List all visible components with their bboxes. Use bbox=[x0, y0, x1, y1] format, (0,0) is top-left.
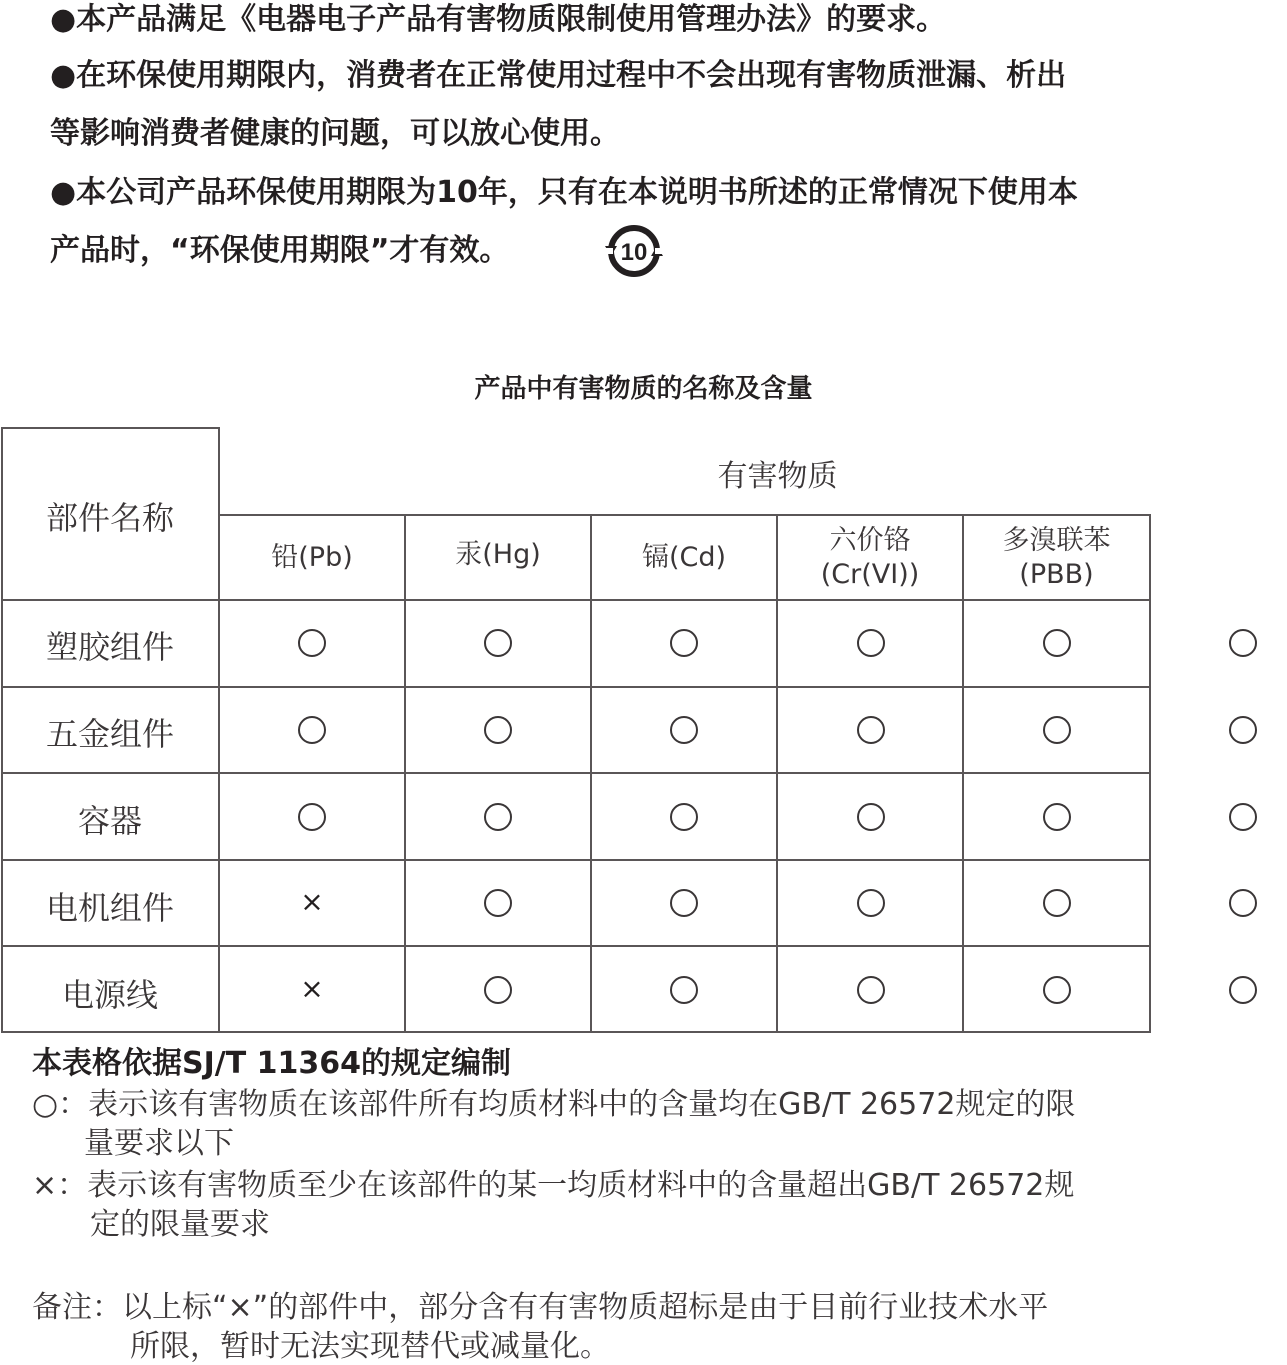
intro-bullet-3-line2: 产品时，“环保使用期限”才有效。 bbox=[50, 233, 510, 268]
legend-cross-line2: 定的限量要求 bbox=[90, 1207, 270, 1242]
circle-mark bbox=[670, 976, 698, 1004]
circle-mark bbox=[298, 716, 326, 744]
column-header-pbb: 多溴联苯 (PBB) bbox=[1002, 525, 1111, 590]
row-label-motor: 电机组件 bbox=[45, 889, 174, 927]
legend-cross-line1: ×：表示该有害物质至少在该部件的某一均质材料中的含量超出GB/T 26572规 bbox=[32, 1168, 1075, 1203]
intro-bullet-3-line1: ●本公司产品环保使用期限为10年，只有在本说明书所述的正常情况下使用本 bbox=[50, 175, 1078, 210]
remark-line2: 所限，暂时无法实现替代或减量化。 bbox=[130, 1329, 610, 1364]
column-header-pb: 铅(Pb) bbox=[271, 542, 353, 573]
intro-bullet-2-line2: 等影响消费者健康的问题，可以放心使用。 bbox=[50, 116, 620, 151]
circle-mark bbox=[484, 976, 512, 1004]
circle-mark bbox=[857, 629, 885, 657]
circle-mark bbox=[1229, 716, 1257, 744]
intro-bullet-1: ●本产品满足《电器电子产品有害物质限制使用管理办法》的要求。 bbox=[50, 2, 947, 37]
circle-mark bbox=[1043, 803, 1071, 831]
circle-mark bbox=[484, 889, 512, 917]
column-header-cr6: 六价铬 (Cr(VI)) bbox=[820, 525, 920, 590]
circle-mark bbox=[298, 629, 326, 657]
circle-mark bbox=[1043, 629, 1071, 657]
circle-mark bbox=[857, 976, 885, 1004]
circle-mark bbox=[1229, 889, 1257, 917]
circle-mark bbox=[857, 889, 885, 917]
cross-mark: × bbox=[300, 972, 324, 1005]
component-name-header: 部件名称 bbox=[45, 499, 174, 537]
remark-line1: 备注：以上标“×”的部件中，部分含有有害物质超标是由于目前行业技术水平 bbox=[32, 1290, 1049, 1325]
epup-number: 10 bbox=[620, 239, 648, 266]
circle-mark bbox=[1043, 889, 1071, 917]
row-label-power-cord: 电源线 bbox=[61, 976, 158, 1014]
circle-mark bbox=[484, 803, 512, 831]
legend-circle-line1: ○：表示该有害物质在该部件所有均质材料中的含量均在GB/T 26572规定的限 bbox=[32, 1087, 1076, 1122]
circle-mark bbox=[670, 716, 698, 744]
circle-mark bbox=[484, 716, 512, 744]
circle-mark bbox=[1229, 976, 1257, 1004]
circle-mark bbox=[670, 803, 698, 831]
circle-mark bbox=[857, 803, 885, 831]
column-header-hg: 汞(Hg) bbox=[455, 539, 541, 570]
row-label-hardware: 五金组件 bbox=[45, 715, 174, 753]
circle-mark bbox=[1229, 803, 1257, 831]
circle-mark bbox=[1229, 629, 1257, 657]
circle-mark bbox=[1043, 976, 1071, 1004]
row-label-container: 容器 bbox=[77, 802, 142, 840]
circle-mark bbox=[298, 803, 326, 831]
table-basis-note: 本表格依据SJ/T 11364的规定编制 bbox=[32, 1046, 512, 1081]
row-label-plastic: 塑胶组件 bbox=[45, 628, 174, 666]
intro-bullet-2-line1: ●在环保使用期限内，消费者在正常使用过程中不会出现有害物质泄漏、析出 bbox=[50, 58, 1067, 93]
circle-mark bbox=[484, 629, 512, 657]
epup-logo-icon bbox=[603, 220, 665, 282]
circle-mark bbox=[1043, 716, 1071, 744]
circle-mark bbox=[670, 629, 698, 657]
legend-circle-line2: 量要求以下 bbox=[84, 1126, 234, 1161]
circle-mark bbox=[857, 716, 885, 744]
cross-mark: × bbox=[300, 885, 324, 918]
hazardous-substance-header: 有害物质 bbox=[717, 459, 838, 494]
table-title: 产品中有害物质的名称及含量 bbox=[474, 374, 813, 404]
circle-mark bbox=[670, 889, 698, 917]
column-header-cd: 镉(Cd) bbox=[641, 542, 727, 573]
